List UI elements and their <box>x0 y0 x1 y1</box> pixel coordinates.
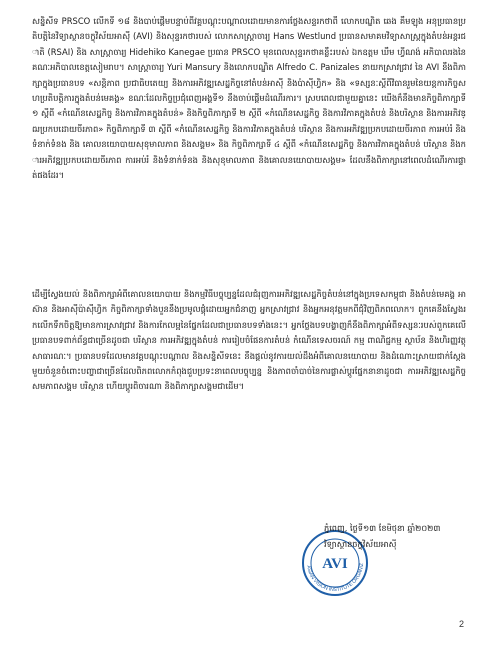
page-number: 2 <box>458 619 464 629</box>
paragraph-2: ដើម្បីស្វែងយល់ និងពិភាក្សាអំពីគោលនយោបាយ និងកម្មវិធីបច្ចុប្បន្នដែលជំរុញការអភិវឌ្ឍសេដ្ឋកិច្ចតំបន់នៅក្នុងប្រទេសកម្ពុជា និងតំបន់មេគង្គ អាស៊ាន និងអាស៊ីប៉ាស៊ីហ្វិក កិច្ចពិភាក្សាទាំងបួននឹងប្រមូលផ្តុំដោយអ្នកជំនាញ អ្នកស្រាវជ្រាវ និងអ្នកអនុវត្តមកពីជុំវិញពិភពលោក។ ពួកគេនឹងស្វែងរកលើកទឹកចិត្តឱ្យមានការស្រាវជ្រាវ និងការកែលម្អនៃផ្នែកដែលជាប្រធានបទទាំងនេះ។ អ្នកថ្លែងបទបង្ហាញក៏នឹងពិភាក្សាអំពីទស្សនៈរបស់ពួកគេលើប្រធានបទពាក់ព័ន្ធជាច្រើនដូចជា បរិស្ថាន ការអភិវឌ្ឍក្នុងតំបន់ ការរៀបចំផែនការតំបន់ កំណើនទេសចរណ៍ កម្ម ពាណិជ្ជកម្ម ស្ថាប័ន និងហិរញ្ញវត្ថុសាធារណៈ។ ប្រធានបទដែលមានវគ្គបណ្តុះបណ្តាល និងសន្និសីទនេះ នឹងផ្តល់នូវការយល់ដឹងអំពីគោលនយោបាយ និងដំណោះស្រាយជាក់ស្តែងមួយចំនួនចំពោះបញ្ហាជាច្រើនដែលពិភពលោកកំពុងជួបប្រទះនាពេលបច្ចុប្បន្ន និងភាពចាំបាច់នៃការផ្លាស់ប្តូរផ្នែកនានាដូចជា ការអភិវឌ្ឍសេដ្ឋកិច្ច សមភាពសង្គម បរិស្ថាន ហើយប្តូរពិចារណា និងពិភាក្សាសង្គមជាដើម។ <box>32 289 466 392</box>
date-line: ភ្នំពេញ, ថ្ងៃទី១៣ ខែមិថុនា ឆ្នាំ២០២៣ <box>324 523 441 533</box>
signature-block <box>300 522 475 594</box>
paragraph-1: សន្និសីទ PRSCO លើកទី ១៨ និងបាប់ផ្តើមបន្ទាប់ពីវគ្គបណ្តុះបណ្តាលដោយមានការថ្លែងសន្ទរកថាពី លោកបណ្ឌិត ឆេង គឹមឡុង អនុប្រធានប្រតិបត្តិនៃវិទ្យាស្ថានចក្ខុវិស័យអាស៊ី (AVI) និងសុន្ទរកថារបស់ លោកសាស្ត្រាចារ្យ Hans Westlund ប្រធានសមាគមវិទ្យាសាស្ត្រក្នុងតំបន់អន្តរជាតិ (RSAI) និង សាស្ត្រាចារ្យ Hidehiko Kanegae ប្រធាន PRSCO មុនពេលសុន្ទរកថាគន្លឹះរបស់ ឯកឧត្តម ឃឹម ហ្វីណង់ អភិបាលរងនៃគណៈអភិបាលខេត្តសៀមរាប។ សាស្ត្រាចារ្យ Yuri Mansury និងលោកបណ្ឌិត Alfredo C. Panizales នាយកស្រាវជ្រាវ នៃ AVI នឹងពិភាក្សាក្នុងប្រធានបទ «សន្តិភាព ប្រជាធិបតេយ្យ និងការអភិវឌ្ឍសេដ្ឋកិច្ចនៅតំបន់អាស៊ី និងប៉ាស៊ីហ្វិក» និង «ទស្សនៈស្តីពីវិធានរួមនៃយន្តការកិច្ចសហប្រតិបត្តិការក្នុងតំបន់មេគង្គ» ខណៈដែលកិច្ចប្រជុំពេញអង្គទី១ នឹងចាប់ផ្តើមដំណើរការ។ ស្របពេលជាមួយគ្នានេះ យើងក៏នឹងមានកិច្ចពិភាក្សាទី១ ស្តីពី «កំណើនសេដ្ឋកិច្ច និងការវិភាគក្នុងតំបន់» និងកិច្ចពិភាក្សាទី ២ ស្តីពី «កំណើនសេដ្ឋកិច្ច និងការវិភាគក្នុងតំបន់ និងបរិស្ថាន និងការអភិវឌ្ឍប្រកបដោយចីរភាព» កិច្ចពិភាក្សាទី ៣ ស្តីពី «កំណើនសេដ្ឋកិច្ច និងការវិភាគក្នុងតំបន់ បរិស្ថាន និងការអភិវឌ្ឍប្រកបដោយចីរភាព ការអប់រំ និងទំនាក់ទំនង និង គោលនយោបាយសុខុមាលភាព និងសង្គម» និង កិច្ចពិភាក្សាទី ៤ ស្តីពី «កំណើនសេដ្ឋកិច្ច និងការវិភាគក្នុងតំបន់ បរិស្ថាន និងការអភិវឌ្ឍប្រកបដោយចីរភាព ការអប់រំ និងទំនាក់ទំនង និងសុខុមាលភាព និងគោលនយោបាយសង្គម» ដែលនឹងពិភាក្សានៅពេលដំណើរការផ្ទាត់ផងដែរ។ <box>32 16 466 181</box>
seal-logo-text: AVI <box>322 556 348 572</box>
seal-ring-text: ASIAN VISION INSTITUTE ORGANIZ <box>305 562 366 594</box>
organization-signature: វិទ្យាស្ថានចក្ខុវិស័យអាស៊ី <box>324 539 397 549</box>
